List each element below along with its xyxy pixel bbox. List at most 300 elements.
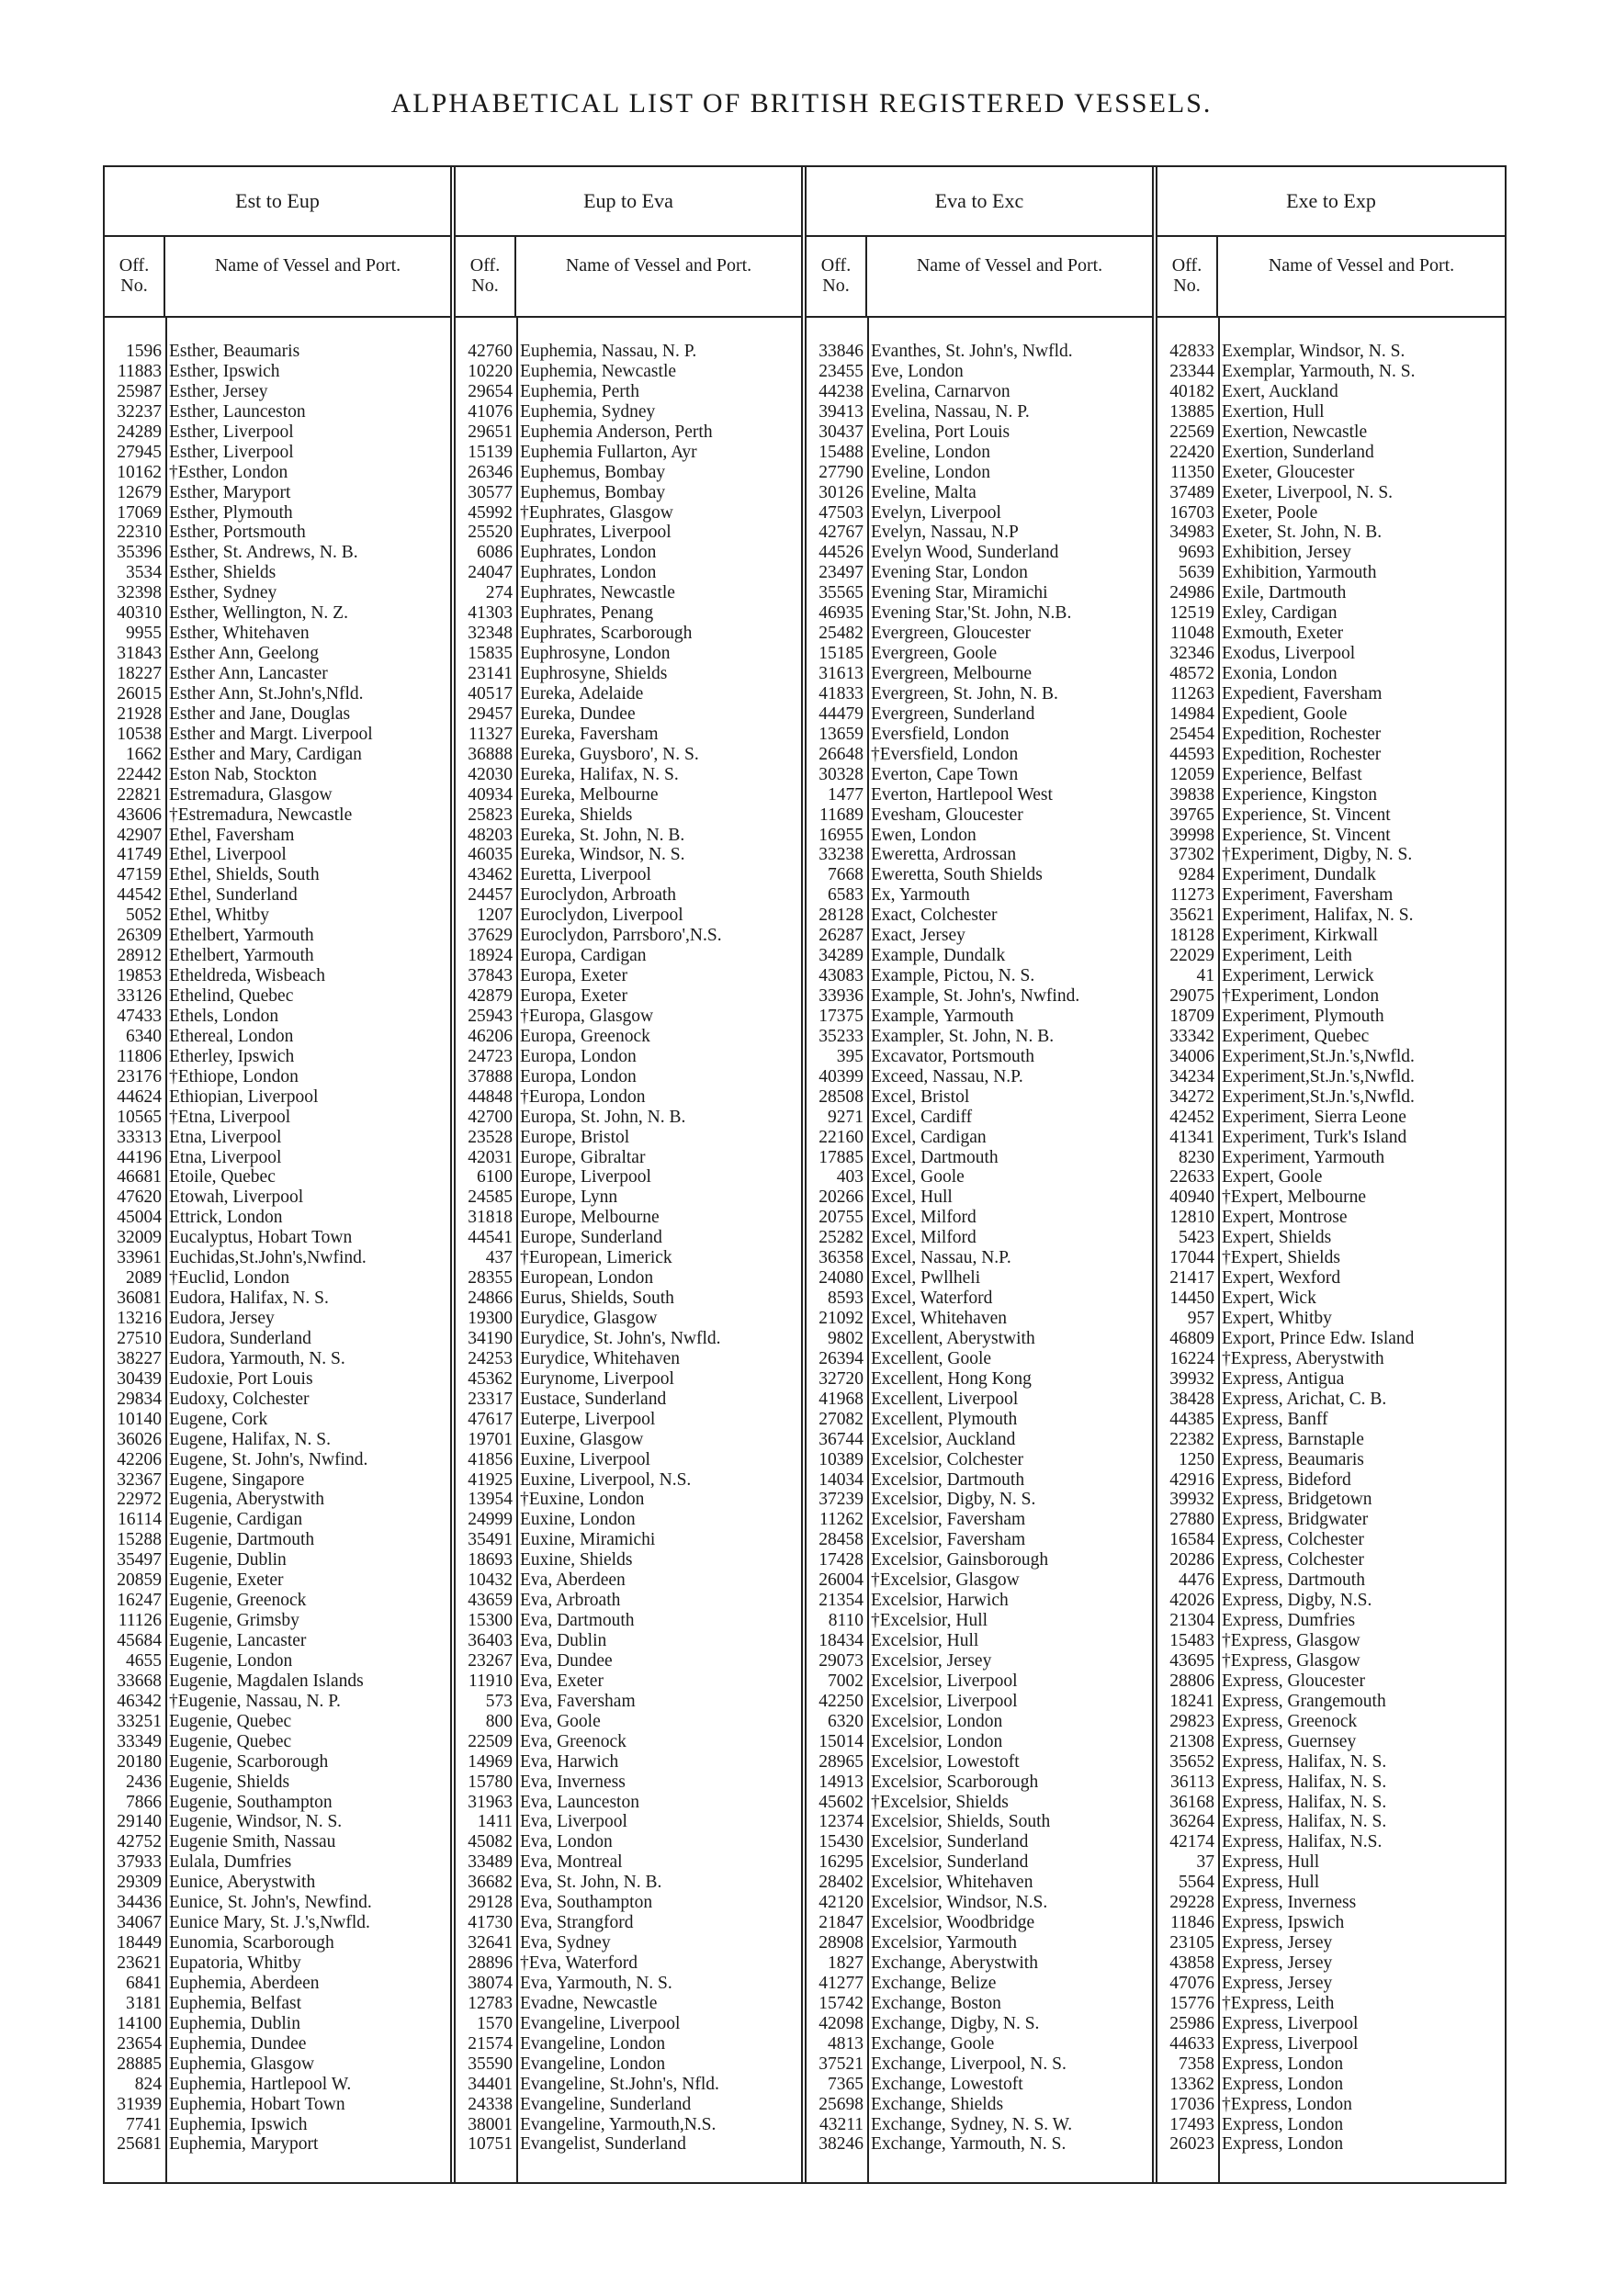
vessel-name: Europe, Liverpool [520,1167,651,1187]
vessel-name: Etowah, Liverpool [169,1187,304,1208]
vessel-name: Excellent, Liverpool [871,1389,1019,1409]
table-row [1157,1450,1505,1470]
vessel-name: †Excelsior, Shields [871,1792,1009,1812]
table-row [1157,1994,1505,2014]
official-number: 24080 [818,1268,864,1289]
vessel-name: Excelsior, Windsor, N.S. [871,1893,1048,1913]
table-row [1157,1208,1505,1228]
official-number: 17036 [1169,2094,1214,2114]
official-number: 395 [836,1046,864,1066]
official-number: 11806 [117,1046,162,1066]
official-number: 36403 [468,1631,513,1650]
vessel-name: Express, Liverpool [1222,2013,1359,2033]
table-row [807,1187,1152,1208]
vessel-name: Europa, Greenock [520,1026,650,1046]
vessel-name: Excelsior, London [871,1711,1003,1731]
official-number: 14100 [117,2013,162,2033]
vessel-name: Exchange, Goole [871,2033,995,2054]
official-number: 45992 [468,502,513,523]
official-number: 22972 [117,1490,162,1510]
column-heading: Eup to Eva [456,167,801,237]
table-row [105,2034,450,2054]
table-row [456,1108,801,1128]
vessel-name: Express, Jersey [1222,1973,1333,1993]
table-row [105,1329,450,1349]
official-number: 32346 [1169,644,1214,664]
table-row [456,382,801,402]
vessel-name: Evelyn, Liverpool [871,502,1001,523]
vessel-name: Esther and Margt. Liverpool [169,724,373,744]
official-number: 44593 [1169,744,1214,764]
vessel-name: Esther, Liverpool [169,442,294,462]
vessel-name: †Europa, Glasgow [520,1006,654,1026]
table-row [1157,1591,1505,1611]
official-number: 38246 [818,2134,864,2155]
table-row [456,2014,801,2034]
vessel-name: Excelsior, Liverpool [871,1691,1018,1711]
vessel-name: Evergreen, Melbourne [871,664,1033,683]
table-row [807,1410,1152,1430]
vessel-name: Excel, Waterford [871,1289,993,1309]
table-row [1157,563,1505,583]
table-row [807,1108,1152,1128]
official-number: 47076 [1169,1973,1214,1993]
vessel-name: Eugenie, Shields [169,1772,290,1792]
table-row [105,1128,450,1148]
table-row [456,1974,801,1994]
vessel-name: Esther Ann, Lancaster [169,664,328,683]
vessel-name: †Express, Leith [1222,1993,1335,2013]
official-number: 47617 [468,1409,513,1429]
table-row [807,1570,1152,1591]
table-row [105,583,450,603]
vessel-name: Exeter, Liverpool, N. S. [1222,482,1394,502]
official-number: 7365 [828,2074,864,2094]
table-row [1157,362,1505,382]
table-row [456,1470,801,1491]
vessel-name: Express, Guernsey [1222,1731,1357,1751]
vessel-name: Express, London [1222,2054,1344,2074]
vessel-name: Evangeline, London [520,2033,666,2054]
official-number: 29834 [117,1389,162,1409]
table-row [807,1490,1152,1510]
vessel-name: Express, Grangemouth [1222,1691,1386,1711]
vessel-name: Eugenia, Aberystwith [169,1490,324,1510]
table-row [807,422,1152,443]
table-row [807,583,1152,603]
official-number: 21308 [1169,1731,1214,1751]
official-number: 18128 [1169,926,1214,946]
official-number: 12374 [818,1812,864,1832]
official-number: 27945 [117,442,162,462]
official-number: 15742 [818,1993,864,2013]
official-number: 26394 [818,1348,864,1368]
vessel-name: Experiment, Sierra Leone [1222,1107,1406,1127]
table-row [1157,2115,1505,2135]
official-number: 31818 [468,1208,513,1228]
official-number: 42700 [468,1107,513,1127]
table-row [105,1793,450,1813]
table-row [1157,402,1505,422]
official-number: 23621 [117,1953,162,1973]
table-row [807,885,1152,906]
table-row [807,1369,1152,1390]
table-row [1157,1570,1505,1591]
table-row [807,463,1152,483]
official-number: 29457 [468,703,513,724]
official-number: 25823 [468,805,513,825]
official-number: 24289 [117,422,162,442]
vessel-name: Excelsior, London [871,1731,1003,1751]
table-row [105,1047,450,1067]
table-row [1157,845,1505,865]
vessel-name: †Express, Glasgow [1222,1631,1360,1650]
table-row [1157,745,1505,765]
table-row [1157,1692,1505,1712]
official-number: 42907 [117,825,162,845]
official-number: 32720 [818,1368,864,1389]
table-row [807,785,1152,805]
vessel-name: Express, Gloucester [1222,1671,1365,1691]
official-number: 12059 [1169,764,1214,784]
vessel-name: Esther, St. Andrews, N. B. [169,543,358,563]
vessel-name: Evangelist, Sunderland [520,2134,686,2155]
official-number: 1662 [126,744,162,764]
table-row [1157,1651,1505,1671]
table-row [456,422,801,443]
table-row [1157,1067,1505,1087]
table-row [456,463,801,483]
vessel-name: Express, Halifax, N. S. [1222,1772,1387,1792]
table-row [105,1007,450,1027]
vessel-name: Eugenie, Magdalen Islands [169,1671,364,1691]
official-number: 43083 [818,966,864,986]
official-number: 25482 [818,624,864,644]
vessel-name: Europe, Gibraltar [520,1147,646,1167]
vessel-name: Eustace, Sunderland [520,1389,667,1409]
vessel-name: Excelsior, Woodbridge [871,1913,1035,1933]
table-row [807,966,1152,986]
official-number: 33489 [468,1852,513,1873]
vessel-name: Eudora, Sunderland [169,1328,311,1348]
official-number: 39998 [1169,825,1214,845]
vessel-name: Esther, Sydney [169,583,277,603]
vessel-name: Evelina, Carnarvon [871,381,1010,401]
official-number: 35652 [1169,1751,1214,1772]
official-number: 23267 [468,1650,513,1671]
official-number: 36081 [117,1289,162,1309]
table-row [456,362,801,382]
table-row [807,1228,1152,1248]
table-row [807,1793,1152,1813]
official-number: 41277 [818,1973,864,1993]
vessel-name: Eversfield, London [871,724,1010,744]
table-row [807,1167,1152,1187]
table-row [105,1852,450,1873]
table-row [1157,1550,1505,1570]
table-row [1157,1470,1505,1491]
table-row [456,2095,801,2115]
table-row [105,1671,450,1692]
vessel-name: Euphemus, Bombay [520,482,666,502]
official-number: 41856 [468,1449,513,1469]
vessel-name: Expert, Wexford [1222,1268,1341,1289]
official-number: 20859 [117,1570,162,1591]
official-number: 48203 [468,825,513,845]
table-row [807,946,1152,966]
official-number: 31963 [468,1792,513,1812]
table-row [807,2014,1152,2034]
table-row [807,664,1152,684]
table-row [456,2034,801,2054]
table-row [105,1893,450,1913]
vessel-name: Express, Halifax, N.S. [1222,1832,1383,1852]
table-row [105,1933,450,1953]
vessel-name: Eugenie, Quebec [169,1711,292,1731]
official-number: 11327 [468,724,513,744]
table-row [1157,1369,1505,1390]
vessel-name: Eudoxy, Colchester [169,1389,310,1409]
official-number: 1570 [477,2013,513,2033]
official-number: 18709 [1169,1006,1214,1026]
table-row [1157,644,1505,664]
vessel-name: Experience, Belfast [1222,764,1362,784]
official-number: 11883 [117,361,162,381]
vessel-name: †Esther, London [169,462,288,482]
table-row [105,1369,450,1390]
official-number: 15185 [818,644,864,664]
table-row [807,1470,1152,1491]
table-row [105,966,450,986]
vessel-name: Eveline, Malta [871,482,976,502]
official-number: 16584 [1169,1530,1214,1550]
official-number: 7002 [828,1671,864,1691]
name-label: Name of Vessel and Port. [214,255,401,276]
official-number: 46342 [117,1691,162,1711]
official-number: 22310 [117,523,162,543]
table-row [1157,2095,1505,2115]
official-number: 15139 [468,442,513,462]
vessel-name: Exact, Colchester [871,906,998,926]
official-number: 16703 [1169,502,1214,523]
vessel-name: Evangeline, Yarmouth,N.S. [520,2114,717,2134]
table-row [456,1289,801,1309]
table-row [807,704,1152,725]
official-number: 16955 [818,825,864,845]
official-number: 403 [836,1167,864,1187]
official-number: 15780 [468,1772,513,1792]
table-row [807,725,1152,745]
official-number: 21354 [818,1591,864,1611]
table-row [105,1812,450,1832]
vessel-name: Evangeline, Liverpool [520,2013,681,2033]
official-number: 42452 [1169,1107,1214,1127]
official-number: 36358 [818,1248,864,1268]
vessel-name: Experiment,St.Jn.'s,Nwfld. [1222,1066,1415,1086]
vessel-name: Ettrick, London [169,1208,283,1228]
table-row [105,1087,450,1108]
vessel-name: Express, Hull [1222,1873,1320,1893]
table-row [1157,1732,1505,1752]
table-row [807,1067,1152,1087]
vessel-name: Exley, Cardigan [1222,603,1338,624]
table-row [105,725,450,745]
vessel-name: Eucalyptus, Hobart Town [169,1228,353,1248]
official-number: 37489 [1169,482,1214,502]
official-number: 26023 [1169,2134,1214,2155]
official-number: 15430 [818,1832,864,1852]
table-row [105,1187,450,1208]
vessel-name: Express, Bideford [1222,1469,1351,1490]
official-number: 41730 [468,1913,513,1933]
official-number: 1477 [828,784,864,805]
table-row [105,1289,450,1309]
official-number: 29073 [818,1650,864,1671]
page-title: ALPHABETICAL LIST OF BRITISH REGISTERED VESSELS. [390,88,1213,118]
vessel-name: Excel, Cardigan [871,1127,987,1147]
vessel-name: Euterpe, Liverpool [520,1409,656,1429]
official-number: 43606 [117,805,162,825]
vessel-name: Euphemia Anderson, Perth [520,422,713,442]
official-number: 14034 [818,1469,864,1490]
official-number: 36682 [468,1873,513,1893]
official-number: 42026 [1169,1591,1214,1611]
official-number: 46206 [468,1026,513,1046]
table-row [456,704,801,725]
official-number: 9955 [126,624,162,644]
table-row [456,1047,801,1067]
vessel-name: Evelyn, Nassau, N.P [871,523,1019,543]
table-row [456,926,801,946]
vessel-name: Europa, St. John, N. B. [520,1107,686,1127]
official-number: 12519 [1169,603,1214,624]
official-number: 15300 [468,1611,513,1631]
table-row [456,1570,801,1591]
table-row [807,1289,1152,1309]
table-row [456,1309,801,1329]
vessel-name: Eva, Inverness [520,1772,626,1792]
table-row [105,1773,450,1793]
table-row [1157,1490,1505,1510]
table-row [1157,1933,1505,1953]
table-row [1157,583,1505,603]
official-number: 28806 [1169,1671,1214,1691]
vessel-name: Eudora, Jersey [169,1309,275,1328]
table-row [807,1732,1152,1752]
official-number: 10162 [117,462,162,482]
official-number: 18434 [818,1631,864,1650]
table-row [456,644,801,664]
official-number: 5052 [126,906,162,926]
official-number: 12783 [468,1993,513,2013]
table-row [807,1430,1152,1450]
official-number: 14913 [818,1772,864,1792]
official-number: 21928 [117,703,162,724]
table-row [456,1832,801,1852]
table-row [105,1349,450,1369]
official-number: 29075 [1169,986,1214,1006]
vessel-name: Esther, Maryport [169,482,291,502]
table-row [105,1550,450,1570]
official-number: 16247 [117,1591,162,1611]
vessel-name: Evening Star,'St. John, N.B. [871,603,1072,624]
official-number: 6086 [477,543,513,563]
table-row [456,805,801,826]
table-row [105,1611,450,1631]
table-row [105,1108,450,1128]
table-row [807,1309,1152,1329]
vessel-name: Eva, Exeter [520,1671,604,1691]
vessel-name: Excelsior, Whitehaven [871,1873,1033,1893]
table-row [105,845,450,865]
official-number: 15014 [818,1731,864,1751]
official-number: 11689 [818,805,864,825]
vessel-name: Excelsior, Lowestoft [871,1751,1020,1772]
table-row [1157,1953,1505,1974]
table-row [456,1027,801,1047]
vessel-name: Expedient, Faversham [1222,683,1383,703]
vessel-name: †Experiment, Digby, N. S. [1222,845,1413,865]
vessel-name: Express, Banff [1222,1409,1328,1429]
official-number: 42833 [1169,342,1214,361]
official-number: 21417 [1169,1268,1214,1289]
official-number: 33668 [117,1671,162,1691]
vessel-name: Eudora, Yarmouth, N. S. [169,1348,345,1368]
table-row [1157,966,1505,986]
table-row [807,362,1152,382]
vessel-name: Euxine, Miramichi [520,1530,656,1550]
official-number: 18241 [1169,1691,1214,1711]
vessel-name: Euphemia, Belfast [169,1993,302,2013]
vessel-name: Express, Jersey [1222,1933,1333,1953]
table-row [456,1390,801,1410]
vessel-name: Excelsior, Scarborough [871,1772,1039,1792]
table-row [1157,805,1505,826]
official-number: 22029 [1169,946,1214,966]
table-row [456,845,801,865]
official-number: 37302 [1169,845,1214,865]
vessel-name: †Estremadura, Newcastle [169,805,353,825]
table-row [105,1027,450,1047]
vessel-name: Expert, Goole [1222,1167,1323,1187]
vessel-name: Eunice Mary, St. J.'s,Nwfld. [169,1913,370,1933]
table-row [105,1752,450,1773]
table-row [1157,1913,1505,1933]
table-row [456,2115,801,2135]
vessel-name: Express, Halifax, N. S. [1222,1792,1387,1812]
official-number: 43211 [818,2114,864,2134]
official-number: 28965 [818,1751,864,1772]
official-number: 37521 [818,2054,864,2074]
official-number: 17493 [1169,2114,1214,2134]
vessel-name: Ethelbert, Yarmouth [169,946,314,966]
vessel-name: Europa, Exeter [520,986,627,1006]
vessel-name: Euphemia, Hartlepool W. [169,2074,352,2094]
official-number: 47620 [117,1187,162,1208]
table-row [1157,1832,1505,1852]
table-row [105,946,450,966]
vessel-name: Eulala, Dumfries [169,1852,292,1873]
official-number: 25681 [117,2134,162,2155]
table-row [105,463,450,483]
table-row [456,885,801,906]
official-number: 1250 [1179,1449,1214,1469]
official-number: 29228 [1169,1893,1214,1913]
vessel-name: Excavator, Portsmouth [871,1046,1034,1066]
vessel-name: Europe, Melbourne [520,1208,660,1228]
name-label: Name of Vessel and Port. [916,255,1103,276]
table-row [105,1148,450,1168]
